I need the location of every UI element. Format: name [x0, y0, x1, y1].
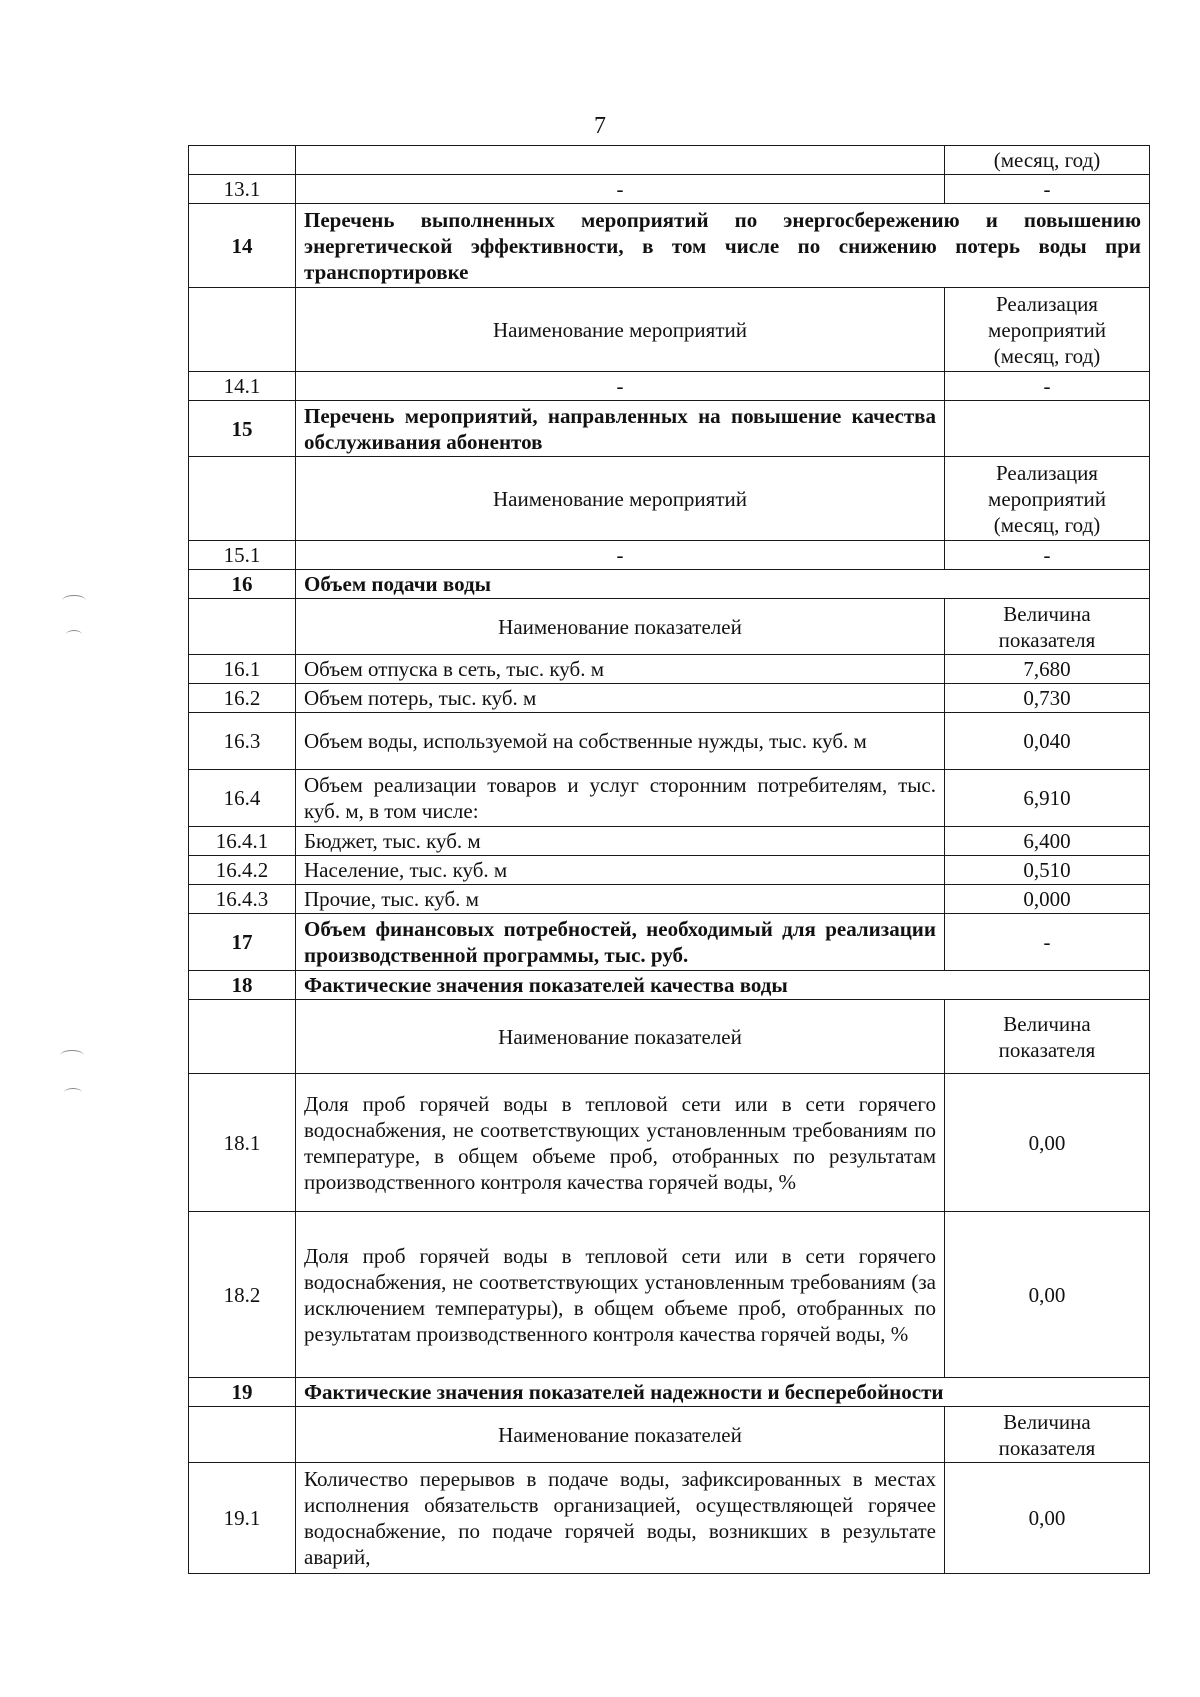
- row-text: Прочие, тыс. куб. м: [296, 885, 945, 914]
- column-header-name: Наименование мероприятий: [296, 288, 945, 372]
- row-number: 16.2: [189, 684, 296, 713]
- row-number: 18.1: [189, 1074, 296, 1212]
- empty-cell: [189, 1407, 296, 1463]
- row-text: -: [296, 175, 945, 204]
- row-number: 18.2: [189, 1212, 296, 1378]
- column-header-row: [189, 457, 1150, 541]
- empty-cell: [189, 457, 296, 541]
- section-title: Объем финансовых потребностей, необходимый для реализации производственной программы, тыс. руб.: [296, 914, 945, 971]
- row-value: 0,000: [945, 885, 1150, 914]
- table-row: [189, 885, 1150, 914]
- scan-margin-mark: [64, 1088, 82, 1097]
- row-text: -: [296, 541, 945, 570]
- section-row: [189, 914, 1150, 971]
- section-row: [189, 204, 1150, 288]
- scan-margin-mark: [62, 595, 86, 606]
- column-header-row: [189, 599, 1150, 655]
- empty-cell: [189, 288, 296, 372]
- row-number: 16.4.3: [189, 885, 296, 914]
- row-value: 7,680: [945, 655, 1150, 684]
- page-number: 7: [594, 113, 606, 139]
- row-text: [296, 146, 945, 175]
- row-number: 15.1: [189, 541, 296, 570]
- column-header-name: Наименование показателей: [296, 599, 945, 655]
- production-program-table: [188, 145, 1150, 1574]
- row-text: Доля проб горячей воды в тепловой сети или в сети горячего водоснабжения, не соответствующих установленным требованиям (за исключением температуры), в общем объеме проб, отобранных по результатам производственного контроля качества горячей воды, %: [296, 1212, 945, 1378]
- section-number: 17: [189, 914, 296, 971]
- row-value: 0,00: [945, 1212, 1150, 1378]
- column-header-name: Наименование показателей: [296, 1407, 945, 1463]
- row-value: -: [945, 175, 1150, 204]
- row-value: 0,040: [945, 713, 1150, 770]
- column-header-value: Реализация мероприятий (месяц, год): [945, 288, 1150, 372]
- table-row: [189, 856, 1150, 885]
- column-header-value: Величина показателя: [945, 1407, 1150, 1463]
- table-row: [189, 713, 1150, 770]
- table-row: [189, 146, 1150, 175]
- row-value: -: [945, 372, 1150, 401]
- row-value: -: [945, 541, 1150, 570]
- table-row: [189, 684, 1150, 713]
- section-row: [189, 1378, 1150, 1407]
- row-value: 0,00: [945, 1074, 1150, 1212]
- table-row: [189, 1074, 1150, 1212]
- section-row: [189, 570, 1150, 599]
- section-number: 18: [189, 971, 296, 1000]
- section-number: 14: [189, 204, 296, 288]
- row-value: (месяц, год): [945, 146, 1150, 175]
- row-number: 16.4.1: [189, 827, 296, 856]
- section-row: [189, 971, 1150, 1000]
- column-header-row: [189, 1000, 1150, 1074]
- table-row: [189, 1463, 1150, 1574]
- row-text: Объем отпуска в сеть, тыс. куб. м: [296, 655, 945, 684]
- table-row: [189, 541, 1150, 570]
- column-header-row: [189, 1407, 1150, 1463]
- table-row: [189, 827, 1150, 856]
- section-title: Объем подачи воды: [296, 570, 1150, 599]
- section-title: Фактические значения показателей надежности и бесперебойности: [296, 1378, 1150, 1407]
- table-row: [189, 175, 1150, 204]
- row-text: Количество перерывов в подаче воды, зафиксированных в местах исполнения обязательств организацией, осуществляющей горячее водоснабжение, по подаче горячей воды, возникших в результате аварий,: [296, 1463, 945, 1574]
- column-header-name: Наименование показателей: [296, 1000, 945, 1074]
- row-value: 6,910: [945, 770, 1150, 827]
- column-header-value: Величина показателя: [945, 1000, 1150, 1074]
- row-number: 16.4: [189, 770, 296, 827]
- column-header-value: Реализация мероприятий (месяц, год): [945, 457, 1150, 541]
- row-text: Объем потерь, тыс. куб. м: [296, 684, 945, 713]
- row-number: 13.1: [189, 175, 296, 204]
- column-header-row: [189, 288, 1150, 372]
- row-number: 16.1: [189, 655, 296, 684]
- row-number: 16.4.2: [189, 856, 296, 885]
- table-row: [189, 655, 1150, 684]
- section-number: 19: [189, 1378, 296, 1407]
- scan-margin-mark: [66, 630, 82, 639]
- section-row: [189, 401, 1150, 457]
- section-title: Фактические значения показателей качества воды: [296, 971, 1150, 1000]
- table-row: [189, 372, 1150, 401]
- empty-cell: [945, 401, 1150, 457]
- row-text: Бюджет, тыс. куб. м: [296, 827, 945, 856]
- row-value: 0,00: [945, 1463, 1150, 1574]
- row-number: 19.1: [189, 1463, 296, 1574]
- scan-margin-mark: [60, 1050, 84, 1061]
- table-row: [189, 1212, 1150, 1378]
- row-number: 14.1: [189, 372, 296, 401]
- row-text: Население, тыс. куб. м: [296, 856, 945, 885]
- row-value: 0,730: [945, 684, 1150, 713]
- empty-cell: [189, 599, 296, 655]
- row-text: Объем реализации товаров и услуг сторонним потребителям, тыс. куб. м, в том числе:: [296, 770, 945, 827]
- section-number: 16: [189, 570, 296, 599]
- row-value: 0,510: [945, 856, 1150, 885]
- section-title: Перечень мероприятий, направленных на повышение качества обслуживания абонентов: [296, 401, 945, 457]
- section-title: Перечень выполненных мероприятий по энергосбережению и повышению энергетической эффективности, в том числе по снижению потерь воды при транспортировке: [296, 204, 1150, 288]
- empty-cell: [189, 1000, 296, 1074]
- column-header-name: Наименование мероприятий: [296, 457, 945, 541]
- row-text: -: [296, 372, 945, 401]
- row-number: [189, 146, 296, 175]
- row-text: Объем воды, используемой на собственные нужды, тыс. куб. м: [296, 713, 945, 770]
- section-number: 15: [189, 401, 296, 457]
- row-text: Доля проб горячей воды в тепловой сети или в сети горячего водоснабжения, не соответствующих установленным требованиям по температуре, в общем объеме проб, отобранных по результатам производственного контроля качества горячей воды, %: [296, 1074, 945, 1212]
- row-value: 6,400: [945, 827, 1150, 856]
- row-number: 16.3: [189, 713, 296, 770]
- table-row: [189, 770, 1150, 827]
- row-value: -: [945, 914, 1150, 971]
- column-header-value: Величина показателя: [945, 599, 1150, 655]
